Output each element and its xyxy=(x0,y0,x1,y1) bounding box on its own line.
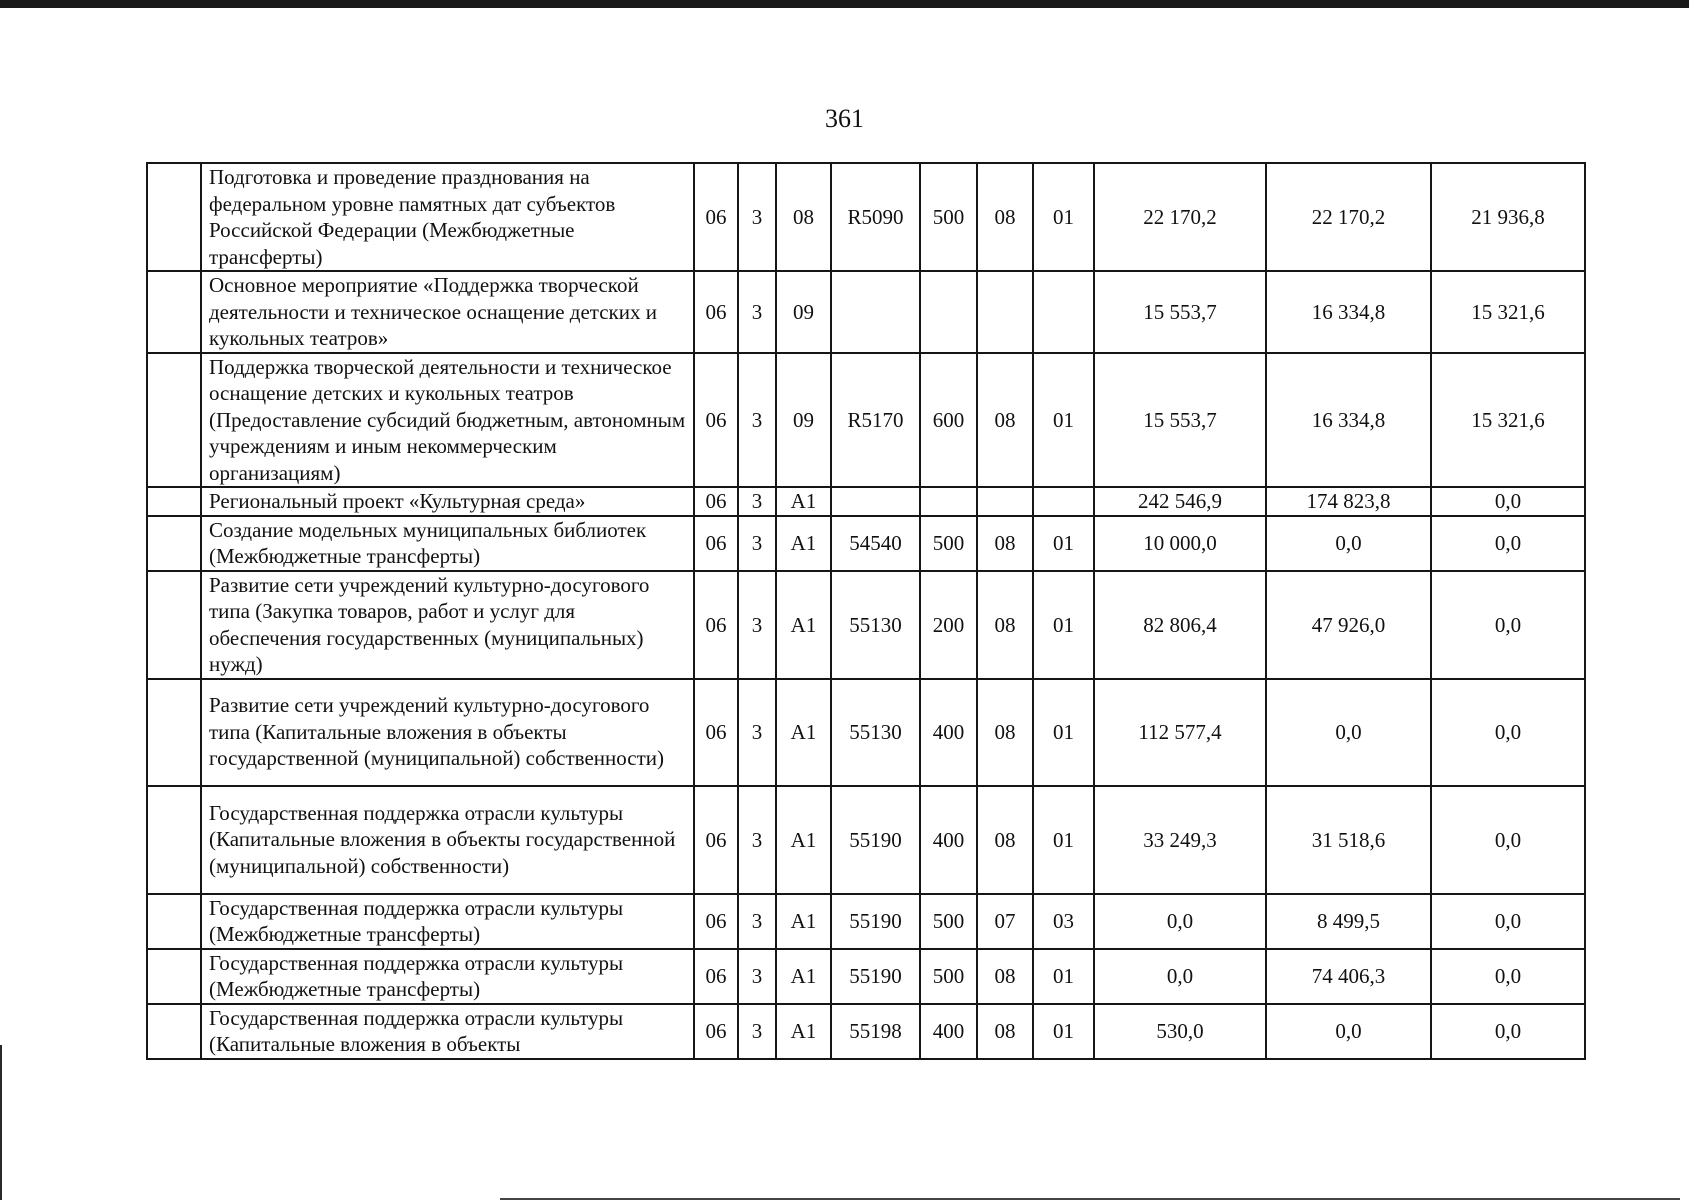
code-program: 06 xyxy=(694,163,738,271)
code-direction: 55190 xyxy=(831,949,920,1004)
row-index-cell xyxy=(147,487,201,516)
code-measure: A1 xyxy=(776,487,831,516)
code-subprogram: 3 xyxy=(738,163,776,271)
code-program: 06 xyxy=(694,487,738,516)
code-subprogram: 3 xyxy=(738,571,776,679)
code-direction: 54540 xyxy=(831,516,920,571)
row-description: Региональный проект «Культурная среда» xyxy=(201,487,694,516)
code-measure: A1 xyxy=(776,894,831,949)
code-expense-type xyxy=(920,487,977,516)
code-subprogram: 3 xyxy=(738,487,776,516)
table-row xyxy=(147,163,1585,271)
amount-year-1: 242 546,9 xyxy=(1094,487,1266,516)
code-measure: A1 xyxy=(776,516,831,571)
code-subprogram: 3 xyxy=(738,353,776,488)
page-number: 361 xyxy=(825,104,864,133)
code-section: 08 xyxy=(977,786,1033,894)
amount-year-3: 0,0 xyxy=(1431,516,1585,571)
row-index-cell xyxy=(147,679,201,786)
code-direction: R5090 xyxy=(831,163,920,271)
code-section: 08 xyxy=(977,1004,1033,1059)
row-description: Государственная поддержка отрасли культуры (Межбюджетные трансферты) xyxy=(201,949,694,1004)
code-direction: 55198 xyxy=(831,1004,920,1059)
code-direction xyxy=(831,271,920,353)
amount-year-3: 15 321,6 xyxy=(1431,353,1585,488)
code-program: 06 xyxy=(694,1004,738,1059)
code-program: 06 xyxy=(694,353,738,488)
amount-year-1: 0,0 xyxy=(1094,949,1266,1004)
amount-year-3: 0,0 xyxy=(1431,949,1585,1004)
code-measure: 09 xyxy=(776,271,831,353)
amount-year-3: 15 321,6 xyxy=(1431,271,1585,353)
row-index-cell xyxy=(147,1004,201,1059)
code-subsection: 01 xyxy=(1033,353,1094,488)
code-subprogram: 3 xyxy=(738,679,776,786)
row-description: Поддержка творческой деятельности и техническое оснащение детских и кукольных театров (Предоставление субсидий бюджетным, автономным учреждениям и иным некоммерческим организациям) xyxy=(201,353,694,488)
row-description: Государственная поддержка отрасли культуры (Капитальные вложения в объекты государственной (муниципальной) собственности) xyxy=(201,786,694,894)
code-measure: A1 xyxy=(776,949,831,1004)
table-row xyxy=(147,353,1585,488)
row-description: Развитие сети учреждений культурно-досугового типа (Закупка товаров, работ и услуг для обеспечения государственных (муниципальных) нужд) xyxy=(201,571,694,679)
budget-table xyxy=(146,162,1586,1060)
code-section: 08 xyxy=(977,679,1033,786)
row-index-cell xyxy=(147,516,201,571)
code-section: 08 xyxy=(977,163,1033,271)
code-program: 06 xyxy=(694,949,738,1004)
code-subsection: 01 xyxy=(1033,1004,1094,1059)
code-program: 06 xyxy=(694,516,738,571)
code-subsection: 03 xyxy=(1033,894,1094,949)
code-subprogram: 3 xyxy=(738,271,776,353)
code-subsection: 01 xyxy=(1033,163,1094,271)
code-expense-type: 400 xyxy=(920,679,977,786)
table-row xyxy=(147,894,1585,949)
amount-year-2: 16 334,8 xyxy=(1266,353,1431,488)
code-expense-type: 500 xyxy=(920,894,977,949)
amount-year-1: 82 806,4 xyxy=(1094,571,1266,679)
code-expense-type xyxy=(920,271,977,353)
amount-year-2: 74 406,3 xyxy=(1266,949,1431,1004)
code-section: 07 xyxy=(977,894,1033,949)
code-expense-type: 400 xyxy=(920,786,977,894)
amount-year-1: 22 170,2 xyxy=(1094,163,1266,271)
code-section: 08 xyxy=(977,571,1033,679)
amount-year-2: 0,0 xyxy=(1266,679,1431,786)
table-row xyxy=(147,1004,1585,1059)
amount-year-2: 174 823,8 xyxy=(1266,487,1431,516)
amount-year-2: 31 518,6 xyxy=(1266,786,1431,894)
amount-year-3: 0,0 xyxy=(1431,679,1585,786)
code-section: 08 xyxy=(977,516,1033,571)
code-expense-type: 600 xyxy=(920,353,977,488)
code-expense-type: 500 xyxy=(920,163,977,271)
amount-year-1: 15 553,7 xyxy=(1094,353,1266,488)
amount-year-3: 0,0 xyxy=(1431,1004,1585,1059)
top-border-line xyxy=(0,0,1689,8)
code-measure: A1 xyxy=(776,786,831,894)
code-expense-type: 200 xyxy=(920,571,977,679)
amount-year-2: 8 499,5 xyxy=(1266,894,1431,949)
amount-year-2: 22 170,2 xyxy=(1266,163,1431,271)
amount-year-1: 33 249,3 xyxy=(1094,786,1266,894)
row-index-cell xyxy=(147,163,201,271)
code-section: 08 xyxy=(977,353,1033,488)
amount-year-1: 112 577,4 xyxy=(1094,679,1266,786)
amount-year-2: 0,0 xyxy=(1266,516,1431,571)
amount-year-2: 47 926,0 xyxy=(1266,571,1431,679)
table-row xyxy=(147,271,1585,353)
row-description: Государственная поддержка отрасли культуры (Межбюджетные трансферты) xyxy=(201,894,694,949)
code-expense-type: 400 xyxy=(920,1004,977,1059)
table-row xyxy=(147,949,1585,1004)
code-direction: 55190 xyxy=(831,786,920,894)
amount-year-3: 0,0 xyxy=(1431,894,1585,949)
code-expense-type: 500 xyxy=(920,516,977,571)
code-subsection: 01 xyxy=(1033,571,1094,679)
table-row xyxy=(147,786,1585,894)
code-subsection: 01 xyxy=(1033,949,1094,1004)
amount-year-3: 0,0 xyxy=(1431,786,1585,894)
code-measure: 08 xyxy=(776,163,831,271)
row-description: Подготовка и проведение празднования на федеральном уровне памятных дат субъектов Российской Федерации (Межбюджетные трансферты) xyxy=(201,163,694,271)
row-description: Развитие сети учреждений культурно-досугового типа (Капитальные вложения в объекты государственной (муниципальной) собственности) xyxy=(201,679,694,786)
code-subprogram: 3 xyxy=(738,516,776,571)
row-description: Основное мероприятие «Поддержка творческой деятельности и техническое оснащение детских и кукольных театров» xyxy=(201,271,694,353)
amount-year-1: 10 000,0 xyxy=(1094,516,1266,571)
row-index-cell xyxy=(147,353,201,488)
code-direction: R5170 xyxy=(831,353,920,488)
left-margin-line xyxy=(0,1045,2,1200)
row-index-cell xyxy=(147,894,201,949)
code-section xyxy=(977,271,1033,353)
amount-year-3: 0,0 xyxy=(1431,487,1585,516)
code-measure: A1 xyxy=(776,1004,831,1059)
code-program: 06 xyxy=(694,894,738,949)
code-subprogram: 3 xyxy=(738,1004,776,1059)
table-row xyxy=(147,679,1585,786)
row-description: Создание модельных муниципальных библиотек (Межбюджетные трансферты) xyxy=(201,516,694,571)
code-subsection xyxy=(1033,487,1094,516)
code-section xyxy=(977,487,1033,516)
code-direction: 55130 xyxy=(831,679,920,786)
code-subsection: 01 xyxy=(1033,679,1094,786)
amount-year-3: 21 936,8 xyxy=(1431,163,1585,271)
code-subprogram: 3 xyxy=(738,786,776,894)
code-program: 06 xyxy=(694,679,738,786)
row-index-cell xyxy=(147,786,201,894)
amount-year-2: 16 334,8 xyxy=(1266,271,1431,353)
table-row xyxy=(147,571,1585,679)
code-measure: A1 xyxy=(776,679,831,786)
amount-year-2: 0,0 xyxy=(1266,1004,1431,1059)
amount-year-1: 530,0 xyxy=(1094,1004,1266,1059)
amount-year-1: 15 553,7 xyxy=(1094,271,1266,353)
code-subprogram: 3 xyxy=(738,949,776,1004)
row-description: Государственная поддержка отрасли культуры (Капитальные вложения в объекты xyxy=(201,1004,694,1059)
code-subsection: 01 xyxy=(1033,516,1094,571)
code-expense-type: 500 xyxy=(920,949,977,1004)
amount-year-3: 0,0 xyxy=(1431,571,1585,679)
amount-year-1: 0,0 xyxy=(1094,894,1266,949)
code-program: 06 xyxy=(694,786,738,894)
row-index-cell xyxy=(147,571,201,679)
code-program: 06 xyxy=(694,571,738,679)
code-subprogram: 3 xyxy=(738,894,776,949)
table-row xyxy=(147,516,1585,571)
code-measure: 09 xyxy=(776,353,831,488)
code-subsection xyxy=(1033,271,1094,353)
code-program: 06 xyxy=(694,271,738,353)
code-direction: 55130 xyxy=(831,571,920,679)
code-measure: A1 xyxy=(776,571,831,679)
code-subsection: 01 xyxy=(1033,786,1094,894)
row-index-cell xyxy=(147,949,201,1004)
row-index-cell xyxy=(147,271,201,353)
code-section: 08 xyxy=(977,949,1033,1004)
code-direction xyxy=(831,487,920,516)
table-row xyxy=(147,487,1585,516)
code-direction: 55190 xyxy=(831,894,920,949)
